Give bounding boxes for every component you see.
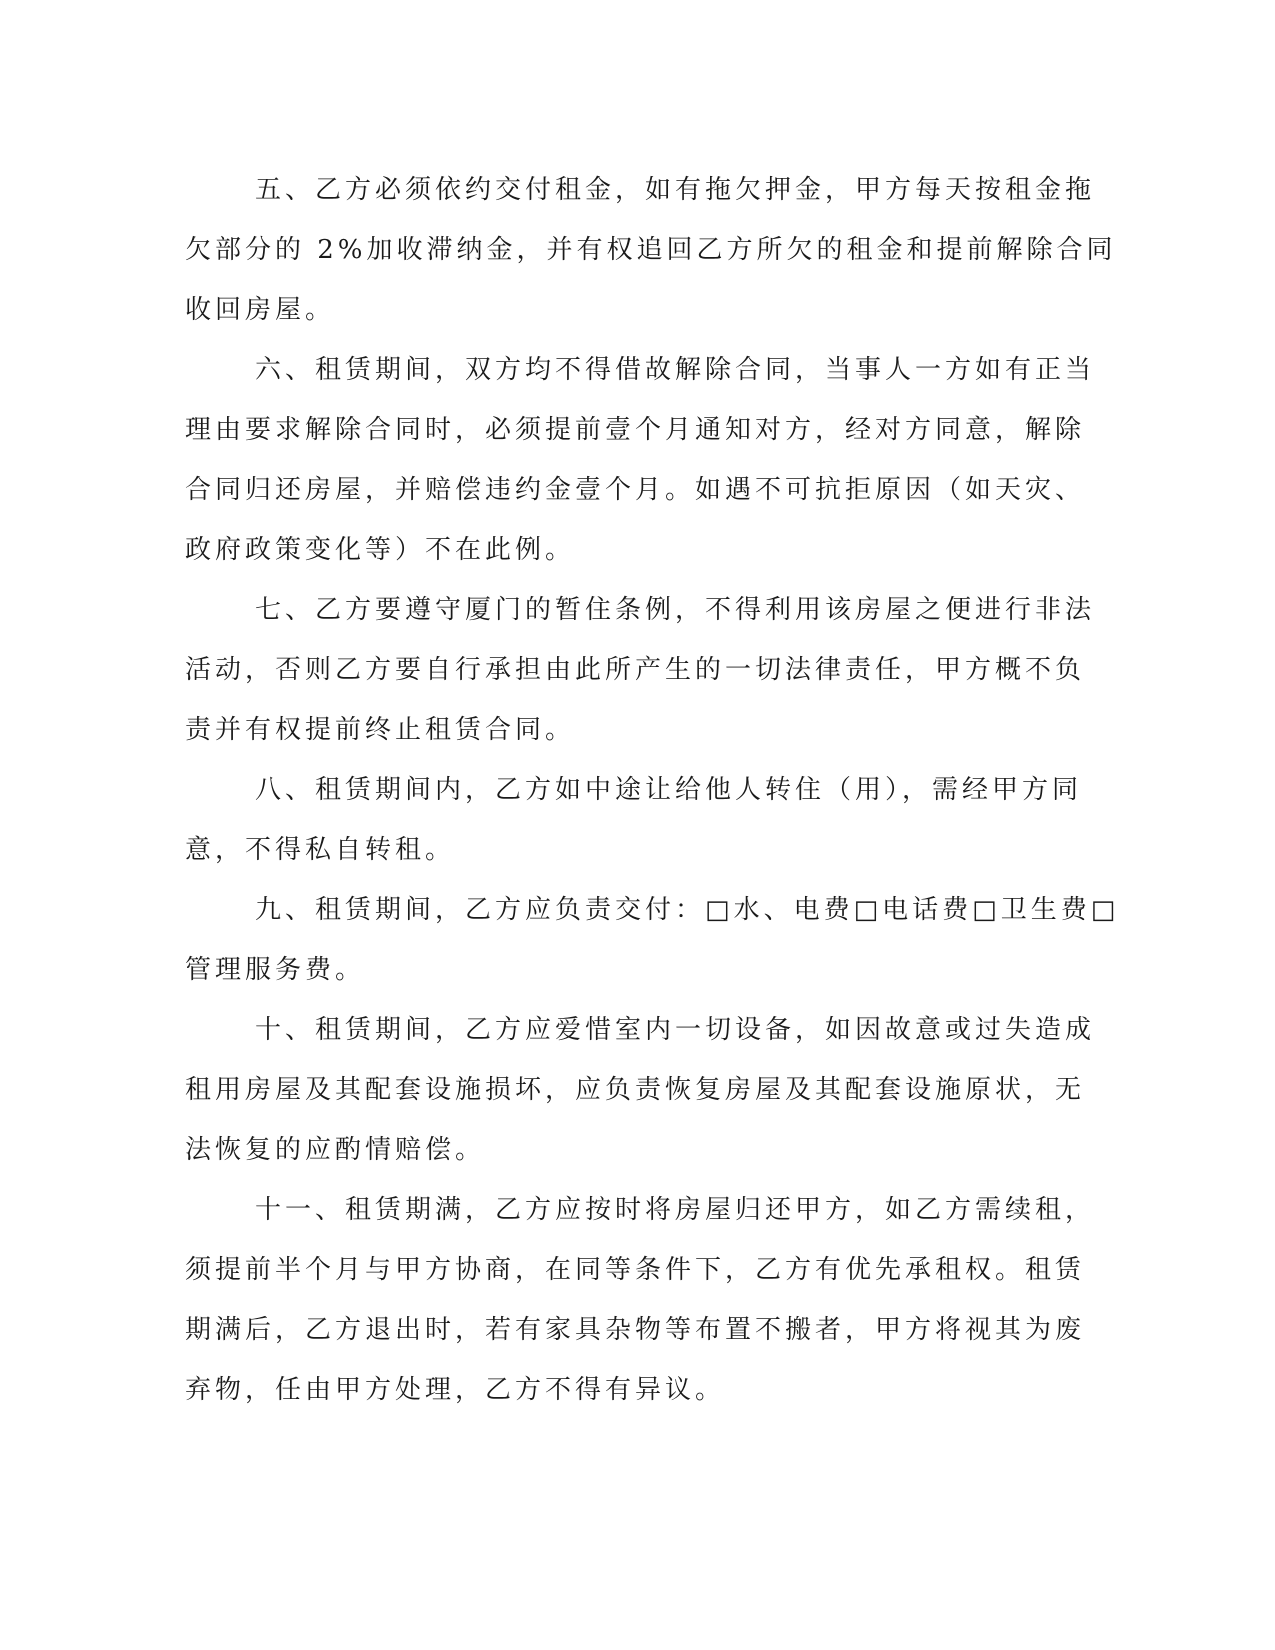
clause-10-line-2: 租用房屋及其配套设施损坏，应负责恢复房屋及其配套设施原状，无 — [185, 1075, 1086, 1105]
clause-6-line-3: 合同归还房屋，并赔偿违约金壹个月。如遇不可抗拒原因（如天灾、 — [185, 475, 1086, 505]
clause-11-line-4: 弃物，任由甲方处理，乙方不得有异议。 — [185, 1375, 726, 1405]
clause-5 — [185, 160, 1117, 340]
clause-9-line-1: 九、租赁期间，乙方应负责交付：□水、电费□电话费□卫生费□ — [255, 895, 1120, 925]
clause-11 — [185, 1180, 1096, 1420]
clause-5-line-1: 五、乙方必须依约交付租金，如有拖欠押金，甲方每天按租金拖 — [255, 175, 1096, 205]
clause-6-line-2: 理由要求解除合同时，必须提前壹个月通知对方，经对方同意，解除 — [185, 415, 1086, 445]
clause-6-line-1: 六、租赁期间，双方均不得借故解除合同，当事人一方如有正当 — [255, 355, 1096, 385]
clause-7-line-2: 活动，否则乙方要自行承担由此所产生的一切法律责任，甲方概不负 — [185, 655, 1086, 685]
clause-5-line-2: 欠部分的 2%加收滞纳金，并有权追回乙方所欠的租金和提前解除合同 — [185, 235, 1117, 265]
clause-9 — [185, 880, 1120, 1000]
clause-11-line-2: 须提前半个月与甲方协商，在同等条件下，乙方有优先承租权。租赁 — [185, 1255, 1086, 1285]
clause-7 — [185, 580, 1096, 760]
clause-7-line-1: 七、乙方要遵守厦门的暂住条例，不得利用该房屋之便进行非法 — [255, 595, 1096, 625]
clause-11-line-1: 十一、租赁期满，乙方应按时将房屋归还甲方，如乙方需续租， — [255, 1195, 1096, 1225]
clause-5-line-3: 收回房屋。 — [185, 295, 336, 325]
clause-6 — [185, 340, 1096, 580]
clause-8 — [185, 760, 1083, 880]
clause-8-line-2: 意，不得私自转租。 — [185, 835, 456, 865]
clause-8-line-1: 八、租赁期间内，乙方如中途让给他人转住（用），需经甲方同 — [255, 775, 1083, 805]
clause-6-line-4: 政府政策变化等）不在此例。 — [185, 535, 576, 565]
clause-9-line-2: 管理服务费。 — [185, 955, 366, 985]
clause-11-line-3: 期满后，乙方退出时，若有家具杂物等布置不搬者，甲方将视其为废 — [185, 1315, 1086, 1345]
clause-10 — [185, 1000, 1096, 1180]
document-body — [185, 160, 1120, 1420]
clause-10-line-3: 法恢复的应酌情赔偿。 — [185, 1135, 486, 1165]
clause-7-line-3: 责并有权提前终止租赁合同。 — [185, 715, 576, 745]
clause-10-line-1: 十、租赁期间，乙方应爱惜室内一切设备，如因故意或过失造成 — [255, 1015, 1096, 1045]
